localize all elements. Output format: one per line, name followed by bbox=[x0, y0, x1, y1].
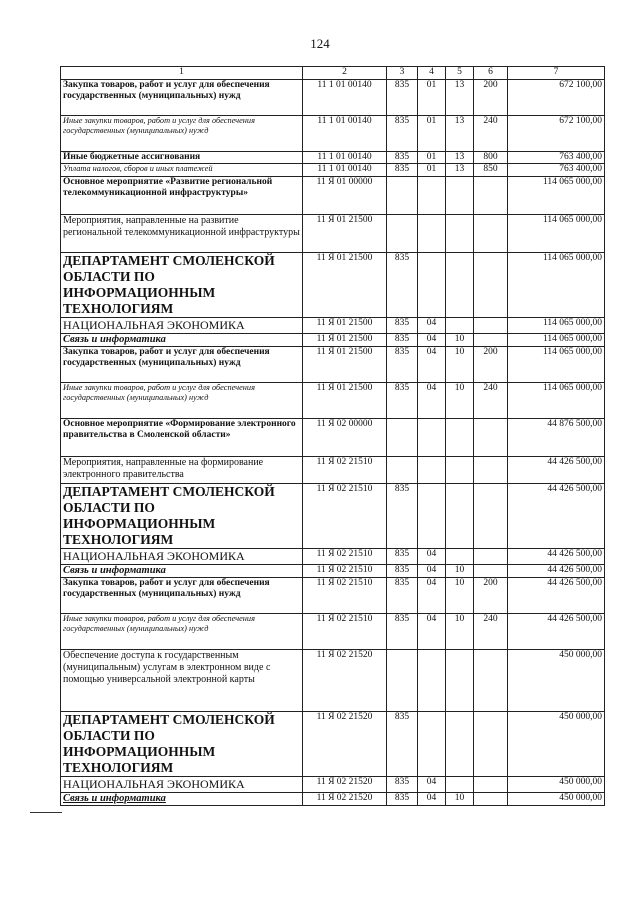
table-row bbox=[61, 115, 605, 151]
row-amount: 450 000,00 bbox=[508, 792, 605, 805]
table-row bbox=[61, 418, 605, 456]
row-name: Обеспечение доступа к государственным (муниципальным) услугам в электронном виде с помощью универсальной электронной карты bbox=[61, 649, 303, 711]
row-name: Мероприятия, направленные на формирование электронного правительства bbox=[61, 456, 303, 483]
footer-rule bbox=[30, 812, 62, 813]
row-pr-code bbox=[446, 252, 474, 317]
row-pr-code bbox=[446, 418, 474, 456]
row-csr-code: 11 Я 02 21520 bbox=[303, 776, 387, 792]
row-amount: 450 000,00 bbox=[508, 649, 605, 711]
table-row bbox=[61, 456, 605, 483]
row-grbs-code: 835 bbox=[387, 548, 418, 564]
row-grbs-code bbox=[387, 214, 418, 252]
row-pr-code bbox=[446, 214, 474, 252]
row-rz-code: 04 bbox=[418, 346, 446, 382]
table-row bbox=[61, 252, 605, 317]
table-row bbox=[61, 151, 605, 164]
row-amount: 114 065 000,00 bbox=[508, 317, 605, 333]
table-row bbox=[61, 649, 605, 711]
row-amount: 114 065 000,00 bbox=[508, 214, 605, 252]
row-grbs-code bbox=[387, 649, 418, 711]
row-vr-code bbox=[474, 252, 508, 317]
row-name: Иные закупки товаров, работ и услуг для обеспечения государственных (муниципальных) нужд bbox=[61, 382, 303, 418]
row-rz-code: 01 bbox=[418, 164, 446, 177]
row-amount: 114 065 000,00 bbox=[508, 333, 605, 346]
page-number: 124 bbox=[310, 36, 330, 51]
row-amount: 672 100,00 bbox=[508, 115, 605, 151]
table-row bbox=[61, 214, 605, 252]
row-pr-code: 13 bbox=[446, 164, 474, 177]
table-row bbox=[61, 613, 605, 649]
row-pr-code: 10 bbox=[446, 333, 474, 346]
row-grbs-code: 835 bbox=[387, 382, 418, 418]
row-grbs-code bbox=[387, 456, 418, 483]
row-vr-code: 200 bbox=[474, 346, 508, 382]
row-rz-code: 04 bbox=[418, 333, 446, 346]
table-row bbox=[61, 548, 605, 564]
row-pr-code: 13 bbox=[446, 115, 474, 151]
row-vr-code bbox=[474, 792, 508, 805]
row-vr-code bbox=[474, 649, 508, 711]
row-pr-code bbox=[446, 483, 474, 548]
table-row bbox=[61, 333, 605, 346]
row-csr-code: 11 Я 02 21520 bbox=[303, 711, 387, 776]
row-csr-code: 11 Я 01 00000 bbox=[303, 176, 387, 214]
row-rz-code bbox=[418, 483, 446, 548]
row-vr-code: 240 bbox=[474, 613, 508, 649]
row-amount: 44 426 500,00 bbox=[508, 483, 605, 548]
table-row bbox=[61, 711, 605, 776]
table-row bbox=[61, 317, 605, 333]
header-col-1: 1 bbox=[61, 67, 303, 80]
row-grbs-code: 835 bbox=[387, 164, 418, 177]
row-amount: 114 065 000,00 bbox=[508, 346, 605, 382]
row-vr-code: 240 bbox=[474, 115, 508, 151]
row-grbs-code: 835 bbox=[387, 776, 418, 792]
row-rz-code bbox=[418, 214, 446, 252]
row-rz-code: 01 bbox=[418, 79, 446, 115]
row-grbs-code: 835 bbox=[387, 483, 418, 548]
row-pr-code: 10 bbox=[446, 564, 474, 577]
row-pr-code bbox=[446, 548, 474, 564]
row-grbs-code: 835 bbox=[387, 346, 418, 382]
row-name: Основное мероприятие «Формирование электронного правительства в Смоленской области» bbox=[61, 418, 303, 456]
row-vr-code bbox=[474, 214, 508, 252]
row-amount: 763 400,00 bbox=[508, 151, 605, 164]
row-grbs-code: 835 bbox=[387, 792, 418, 805]
row-name: Связь и информатика bbox=[61, 792, 303, 805]
row-csr-code: 11 1 01 00140 bbox=[303, 164, 387, 177]
row-csr-code: 11 Я 02 21510 bbox=[303, 483, 387, 548]
row-csr-code: 11 Я 02 21510 bbox=[303, 577, 387, 613]
row-csr-code: 11 Я 02 21510 bbox=[303, 548, 387, 564]
row-rz-code bbox=[418, 418, 446, 456]
row-amount: 672 100,00 bbox=[508, 79, 605, 115]
row-grbs-code: 835 bbox=[387, 252, 418, 317]
row-rz-code: 04 bbox=[418, 613, 446, 649]
row-csr-code: 11 Я 02 21510 bbox=[303, 613, 387, 649]
table-row bbox=[61, 483, 605, 548]
row-pr-code bbox=[446, 711, 474, 776]
row-csr-code: 11 1 01 00140 bbox=[303, 79, 387, 115]
row-rz-code: 04 bbox=[418, 548, 446, 564]
table-row bbox=[61, 346, 605, 382]
row-amount: 114 065 000,00 bbox=[508, 382, 605, 418]
row-vr-code: 200 bbox=[474, 577, 508, 613]
row-grbs-code: 835 bbox=[387, 317, 418, 333]
row-grbs-code bbox=[387, 176, 418, 214]
row-name: Иные закупки товаров, работ и услуг для обеспечения государственных (муниципальных) нужд bbox=[61, 115, 303, 151]
row-csr-code: 11 Я 01 21500 bbox=[303, 214, 387, 252]
table-row bbox=[61, 382, 605, 418]
row-name: Связь и информатика bbox=[61, 333, 303, 346]
row-amount: 44 876 500,00 bbox=[508, 418, 605, 456]
row-csr-code: 11 Я 02 21520 bbox=[303, 649, 387, 711]
row-rz-code: 04 bbox=[418, 776, 446, 792]
header-col-7: 7 bbox=[508, 67, 605, 80]
row-vr-code: 200 bbox=[474, 79, 508, 115]
row-vr-code bbox=[474, 176, 508, 214]
row-grbs-code bbox=[387, 418, 418, 456]
row-pr-code: 10 bbox=[446, 346, 474, 382]
row-rz-code bbox=[418, 711, 446, 776]
row-amount: 114 065 000,00 bbox=[508, 176, 605, 214]
table-row bbox=[61, 776, 605, 792]
row-name: Закупка товаров, работ и услуг для обеспечения государственных (муниципальных) нужд bbox=[61, 346, 303, 382]
row-csr-code: 11 1 01 00140 bbox=[303, 115, 387, 151]
table-row bbox=[61, 564, 605, 577]
row-rz-code bbox=[418, 456, 446, 483]
row-name: Закупка товаров, работ и услуг для обеспечения государственных (муниципальных) нужд bbox=[61, 79, 303, 115]
table-row bbox=[61, 79, 605, 115]
row-grbs-code: 835 bbox=[387, 577, 418, 613]
row-vr-code bbox=[474, 711, 508, 776]
row-csr-code: 11 1 01 00140 bbox=[303, 151, 387, 164]
header-col-4: 4 bbox=[418, 67, 446, 80]
row-csr-code: 11 Я 02 21510 bbox=[303, 456, 387, 483]
row-amount: 763 400,00 bbox=[508, 164, 605, 177]
row-vr-code bbox=[474, 548, 508, 564]
header-col-3: 3 bbox=[387, 67, 418, 80]
row-rz-code bbox=[418, 176, 446, 214]
header-col-5: 5 bbox=[446, 67, 474, 80]
row-csr-code: 11 Я 01 21500 bbox=[303, 346, 387, 382]
row-name: Мероприятия, направленные на развитие региональной телекоммуникационной инфраструктуры bbox=[61, 214, 303, 252]
row-name: Иные бюджетные ассигнования bbox=[61, 151, 303, 164]
row-name: Закупка товаров, работ и услуг для обеспечения государственных (муниципальных) нужд bbox=[61, 577, 303, 613]
row-rz-code: 01 bbox=[418, 115, 446, 151]
row-amount: 450 000,00 bbox=[508, 776, 605, 792]
row-amount: 44 426 500,00 bbox=[508, 548, 605, 564]
row-csr-code: 11 Я 02 00000 bbox=[303, 418, 387, 456]
row-amount: 44 426 500,00 bbox=[508, 456, 605, 483]
row-grbs-code: 835 bbox=[387, 711, 418, 776]
row-csr-code: 11 Я 01 21500 bbox=[303, 333, 387, 346]
row-name: ДЕПАРТАМЕНТ СМОЛЕНСКОЙ ОБЛАСТИ ПО ИНФОРМАЦИОННЫМ ТЕХНОЛОГИЯМ bbox=[61, 711, 303, 776]
row-csr-code: 11 Я 02 21520 bbox=[303, 792, 387, 805]
row-pr-code bbox=[446, 317, 474, 333]
header-col-6: 6 bbox=[474, 67, 508, 80]
row-csr-code: 11 Я 01 21500 bbox=[303, 252, 387, 317]
row-name: Связь и информатика bbox=[61, 564, 303, 577]
row-name: ДЕПАРТАМЕНТ СМОЛЕНСКОЙ ОБЛАСТИ ПО ИНФОРМАЦИОННЫМ ТЕХНОЛОГИЯМ bbox=[61, 252, 303, 317]
row-rz-code: 04 bbox=[418, 792, 446, 805]
table-row bbox=[61, 176, 605, 214]
header-col-2: 2 bbox=[303, 67, 387, 80]
table-row bbox=[61, 792, 605, 805]
row-vr-code: 800 bbox=[474, 151, 508, 164]
row-pr-code: 10 bbox=[446, 382, 474, 418]
row-vr-code: 240 bbox=[474, 382, 508, 418]
row-name: ДЕПАРТАМЕНТ СМОЛЕНСКОЙ ОБЛАСТИ ПО ИНФОРМАЦИОННЫМ ТЕХНОЛОГИЯМ bbox=[61, 483, 303, 548]
row-vr-code bbox=[474, 776, 508, 792]
row-csr-code: 11 Я 01 21500 bbox=[303, 382, 387, 418]
row-grbs-code: 835 bbox=[387, 79, 418, 115]
row-csr-code: 11 Я 02 21510 bbox=[303, 564, 387, 577]
row-vr-code bbox=[474, 564, 508, 577]
row-pr-code bbox=[446, 649, 474, 711]
row-amount: 114 065 000,00 bbox=[508, 252, 605, 317]
row-name: Основное мероприятие «Развитие региональной телекоммуникационной инфраструктуры» bbox=[61, 176, 303, 214]
row-amount: 44 426 500,00 bbox=[508, 564, 605, 577]
row-pr-code: 13 bbox=[446, 79, 474, 115]
row-amount: 44 426 500,00 bbox=[508, 577, 605, 613]
row-rz-code: 04 bbox=[418, 317, 446, 333]
row-name: НАЦИОНАЛЬНАЯ ЭКОНОМИКА bbox=[61, 776, 303, 792]
row-vr-code bbox=[474, 333, 508, 346]
budget-table bbox=[60, 66, 605, 806]
row-csr-code: 11 Я 01 21500 bbox=[303, 317, 387, 333]
table-row bbox=[61, 164, 605, 177]
row-pr-code bbox=[446, 176, 474, 214]
row-pr-code: 10 bbox=[446, 792, 474, 805]
row-vr-code bbox=[474, 317, 508, 333]
row-vr-code: 850 bbox=[474, 164, 508, 177]
row-grbs-code: 835 bbox=[387, 333, 418, 346]
row-rz-code: 04 bbox=[418, 577, 446, 613]
row-pr-code bbox=[446, 456, 474, 483]
row-grbs-code: 835 bbox=[387, 151, 418, 164]
row-vr-code bbox=[474, 456, 508, 483]
row-name: НАЦИОНАЛЬНАЯ ЭКОНОМИКА bbox=[61, 548, 303, 564]
row-vr-code bbox=[474, 418, 508, 456]
row-pr-code: 10 bbox=[446, 613, 474, 649]
row-pr-code: 13 bbox=[446, 151, 474, 164]
table-header-row bbox=[61, 67, 605, 80]
row-pr-code: 10 bbox=[446, 577, 474, 613]
row-name: Иные закупки товаров, работ и услуг для обеспечения государственных (муниципальных) нужд bbox=[61, 613, 303, 649]
row-vr-code bbox=[474, 483, 508, 548]
row-name: НАЦИОНАЛЬНАЯ ЭКОНОМИКА bbox=[61, 317, 303, 333]
row-rz-code: 04 bbox=[418, 564, 446, 577]
row-rz-code bbox=[418, 252, 446, 317]
row-rz-code: 01 bbox=[418, 151, 446, 164]
row-grbs-code: 835 bbox=[387, 564, 418, 577]
row-grbs-code: 835 bbox=[387, 115, 418, 151]
row-amount: 450 000,00 bbox=[508, 711, 605, 776]
row-rz-code: 04 bbox=[418, 382, 446, 418]
row-pr-code bbox=[446, 776, 474, 792]
row-rz-code bbox=[418, 649, 446, 711]
row-grbs-code: 835 bbox=[387, 613, 418, 649]
table-row bbox=[61, 577, 605, 613]
row-amount: 44 426 500,00 bbox=[508, 613, 605, 649]
row-name: Уплата налогов, сборов и иных платежей bbox=[61, 164, 303, 177]
